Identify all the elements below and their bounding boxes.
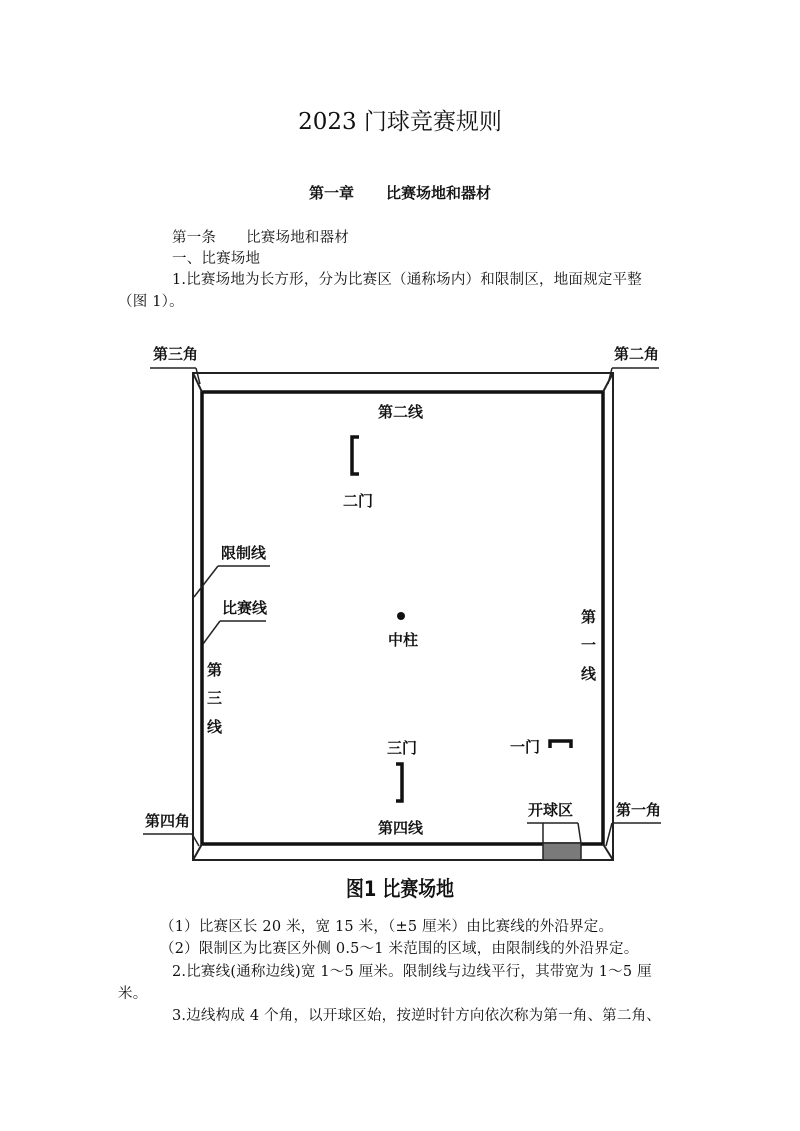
figure-caption: 图1 比赛场地 <box>346 877 454 901</box>
line-3-char-1: 第 <box>207 661 223 679</box>
corner-4-label: 第四角 <box>145 812 191 830</box>
corner-1-label: 第一角 <box>616 801 662 819</box>
game-line-leader <box>203 621 220 644</box>
restrict-line-label: 限制线 <box>221 544 267 562</box>
game-line-label: 比赛线 <box>222 599 268 617</box>
gate-3-label: 三门 <box>387 739 418 757</box>
gate-2-marker <box>352 437 359 474</box>
corner-3-label: 第三角 <box>153 345 199 363</box>
line-1-char-2: 一 <box>581 636 597 654</box>
corner-2-label: 第二角 <box>614 345 660 363</box>
restrict-line-leader <box>194 566 218 597</box>
start-area-box <box>543 843 581 860</box>
page-title: 2023 门球竞赛规则 <box>298 109 502 135</box>
center-pole-label: 中柱 <box>388 631 419 649</box>
gate-2-label: 二门 <box>343 492 374 510</box>
corner-1-diagonal <box>603 844 613 860</box>
start-area-label: 开球区 <box>528 801 574 819</box>
line-4-label: 第四线 <box>378 819 424 837</box>
paragraph-3: （2）限制区为比赛区外侧 0.5～1 米范围的区域，由限制线的外沿界定。 <box>160 941 639 957</box>
paragraph-1-line-2: （图 1）。 <box>118 294 184 310</box>
line-3-char-3: 线 <box>207 718 223 736</box>
paragraph-5: 3.边线构成 4 个角，以开球区始，按逆时针方向依次称为第一角、第二角、 <box>172 1008 661 1024</box>
center-pole-dot <box>397 612 405 620</box>
paragraph-4-line-1: 2.比赛线(通称边线)宽 1～5 厘米。限制线与边线平行，其带宽为 1～5 厘 <box>172 964 652 980</box>
line-1-char-3: 线 <box>581 665 597 683</box>
gate-3-marker <box>396 764 402 801</box>
gate-1-label: 一门 <box>510 738 541 756</box>
article-name: 比赛场地和器材 <box>246 230 350 246</box>
line-3-char-2: 三 <box>207 689 223 707</box>
paragraph-4-line-2: 米。 <box>118 986 148 1002</box>
corner-1-leader <box>606 823 612 846</box>
section-heading: 一、比赛场地 <box>172 251 261 267</box>
start-area-leader-right <box>578 823 581 843</box>
paragraph-2: （1）比赛区长 20 米，宽 15 米，（±5 厘米）由比赛线的外沿界定。 <box>160 919 614 935</box>
line-1-char-1: 第 <box>581 608 597 626</box>
chapter-name: 比赛场地和器材 <box>386 184 492 202</box>
gate-1-marker <box>550 741 571 748</box>
paragraph-1-line-1: 1.比赛场地为长方形，分为比赛区（通称场内）和限制区，地面规定平整 <box>172 272 642 288</box>
corner-4-diagonal <box>193 844 202 860</box>
line-2-label: 第二线 <box>378 403 424 421</box>
chapter-number: 第一章 <box>308 184 354 202</box>
article-number: 第一条 <box>172 230 217 246</box>
